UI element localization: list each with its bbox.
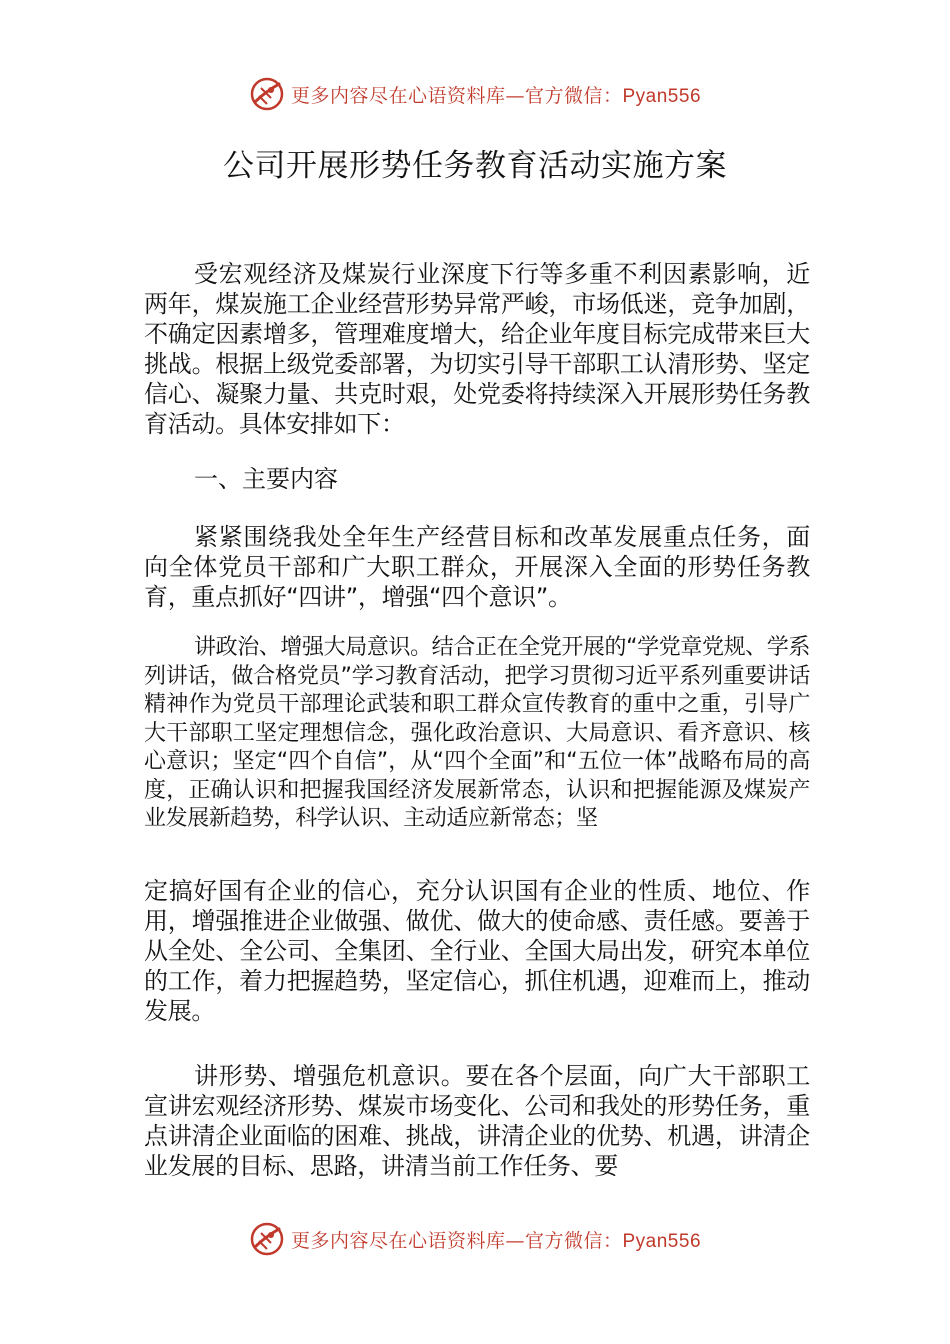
paragraph-intro: 受宏观经济及煤炭行业深度下行等多重不利因素影响，近两年，煤炭施工企业经营形势异常严峻，市场低迷，竞争加剧，不确定因素增多，管理难度增大，给企业年度目标完成带来巨大挑战。根据上级党委部署，为切实引导干部职工认清形势、坚定信心、凝聚力量、共克时艰，处党委将持续深入开展形势任务教育活动。具体安排如下：: [144, 260, 810, 438]
section-heading-main-content: 一、主要内容: [194, 465, 338, 493]
watermark-label: 更多内容尽在心语资料库—官方微信：: [290, 1229, 623, 1252]
header-watermark-banner: [0, 74, 950, 114]
wechat-id: Pyan556: [622, 85, 702, 107]
wechat-id: Pyan556: [622, 1230, 702, 1252]
document-title: 公司开展形势任务教育活动实施方案: [223, 148, 727, 184]
watermark-label: 更多内容尽在心语资料库—官方微信：: [290, 84, 623, 107]
footer-watermark-banner: [0, 1219, 950, 1259]
logo-seal-icon: [249, 1221, 285, 1257]
paragraph-politics-continued: 定搞好国有企业的信心，充分认识国有企业的性质、地位、作用，增强推进企业做强、做优、做大的使命感、责任感。要善于从全处、全公司、全集团、全行业、全国大局出发，研究本单位的工作，着力把握趋势，坚定信心，抓住机遇，迎难而上，推动发展。: [144, 877, 810, 1025]
logo-seal-icon: [249, 76, 285, 112]
paragraph-main-content: 紧紧围绕我处全年生产经营目标和改革发展重点任务，面向全体党员干部和广大职工群众，开展深入全面的形势任务教育，重点抓好“四讲”，增强“四个意识”。: [144, 523, 810, 611]
watermark-text: [291, 1226, 701, 1253]
paragraph-politics: 讲政治、增强大局意识。结合正在全党开展的“学党章党规、学系列讲话，做合格党员”学习教育活动，把学习贯彻习近平系列重要讲话精神作为党员干部理论武装和职工群众宣传教育的重中之重，引导广大干部职工坚定理想信念，强化政治意识、大局意识、看齐意识、核心意识；坚定“四个自信”，从“四个全面”和“五位一体”战略布局的高度，正确认识和把握我国经济发展新常态，认识和把握能源及煤炭产业发展新趋势，科学认识、主动适应新常态；坚: [144, 635, 810, 831]
watermark-text: [291, 81, 701, 108]
paragraph-situation: 讲形势、增强危机意识。要在各个层面，向广大干部职工宣讲宏观经济形势、煤炭市场变化、公司和我处的形势任务，重点讲清企业面临的困难、挑战，讲清企业的优势、机遇，讲清企业发展的目标、思路，讲清当前工作任务、要: [144, 1062, 810, 1180]
